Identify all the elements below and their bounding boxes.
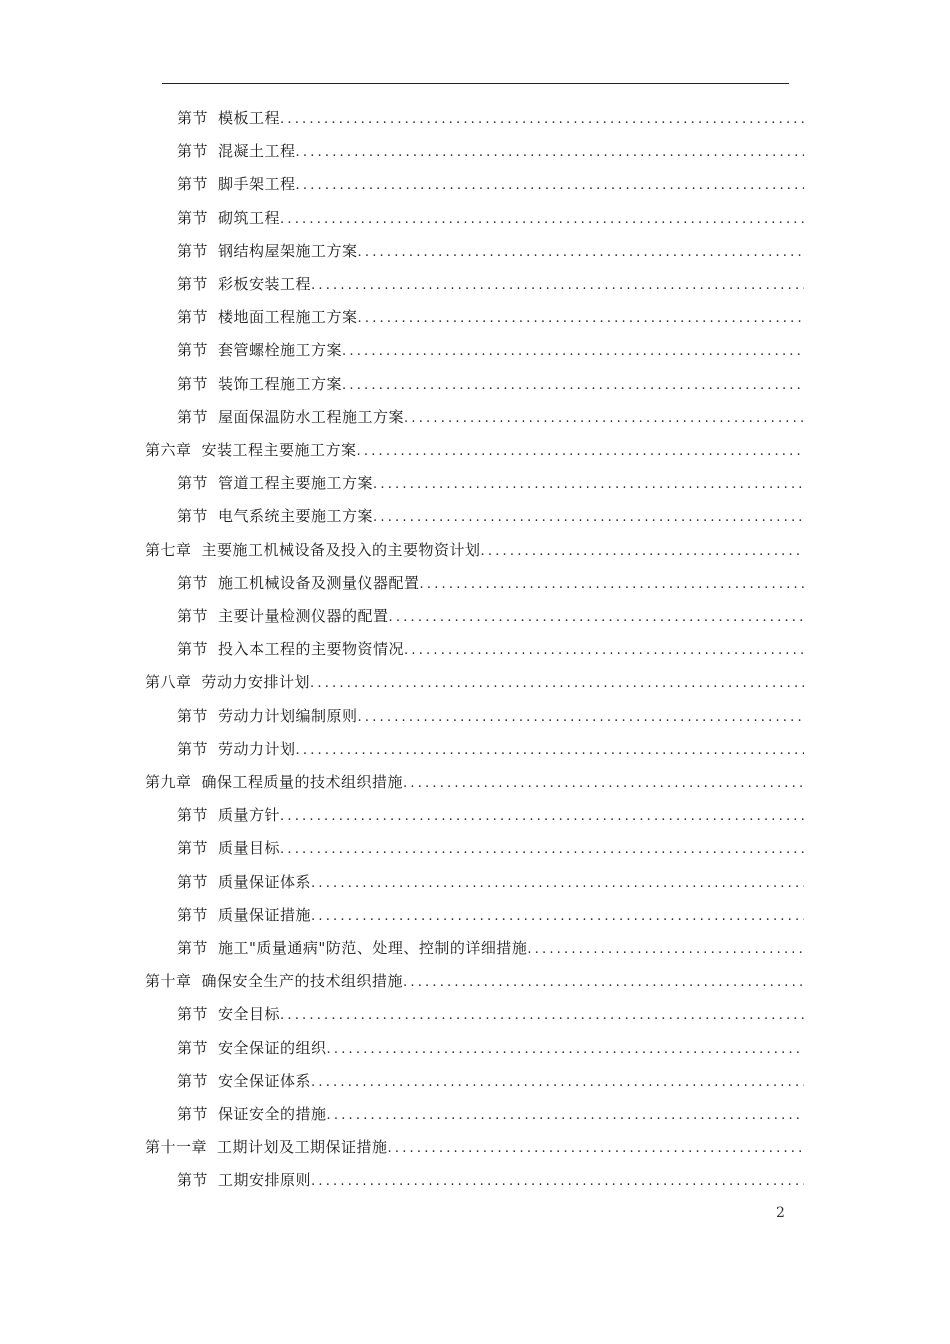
toc-entry-prefix: 第节 bbox=[177, 1171, 209, 1190]
toc-dot-leader bbox=[327, 1103, 804, 1127]
toc-dot-leader bbox=[481, 539, 804, 563]
toc-entry-text: 脚手架工程 bbox=[218, 175, 296, 194]
toc-entry-prefix: 第九章 bbox=[145, 773, 192, 791]
toc-entry-prefix: 第节 bbox=[177, 607, 209, 625]
toc-section-entry[interactable] bbox=[177, 371, 804, 397]
page-number: 2 bbox=[776, 1205, 785, 1221]
toc-dot-leader bbox=[327, 1037, 804, 1061]
toc-entry-prefix: 第节 bbox=[177, 341, 209, 360]
toc-dot-leader bbox=[358, 240, 804, 264]
toc-entry-prefix: 第十一章 bbox=[145, 1138, 208, 1157]
toc-dot-leader bbox=[373, 505, 804, 529]
toc-entry-text: 主要计量检测仪器的配置 bbox=[218, 607, 389, 625]
toc-entry-prefix: 第节 bbox=[177, 374, 209, 393]
toc-entry-text: 确保工程质量的技术组织措施 bbox=[201, 773, 404, 791]
toc-section-entry[interactable] bbox=[177, 1035, 804, 1061]
toc-entry-text: 主要施工机械设备及投入的主要物资计划 bbox=[201, 540, 481, 559]
toc-entry-text: 工期计划及工期保证措施 bbox=[217, 1138, 388, 1157]
toc-chapter-entry[interactable] bbox=[145, 968, 804, 994]
toc-dot-leader bbox=[404, 638, 804, 662]
toc-dot-leader bbox=[342, 373, 804, 397]
toc-dot-leader bbox=[280, 207, 804, 231]
toc-entry-text: 混凝土工程 bbox=[218, 142, 296, 161]
toc-entry-title bbox=[177, 470, 373, 496]
toc-entry-text: 管道工程主要施工方案 bbox=[218, 474, 374, 493]
toc-dot-leader bbox=[403, 970, 804, 994]
toc-entry-prefix: 第节 bbox=[177, 1105, 209, 1123]
toc-section-entry[interactable] bbox=[177, 171, 804, 197]
toc-entry-prefix: 第八章 bbox=[145, 673, 192, 692]
toc-entry-prefix: 第节 bbox=[177, 839, 209, 858]
toc-section-entry[interactable] bbox=[177, 935, 804, 961]
toc-dot-leader bbox=[311, 1070, 804, 1094]
toc-section-entry[interactable] bbox=[177, 404, 804, 430]
toc-section-entry[interactable] bbox=[177, 1001, 804, 1027]
toc-entry-title bbox=[177, 935, 527, 961]
toc-dot-leader bbox=[296, 140, 804, 164]
toc-entry-prefix: 第节 bbox=[177, 939, 209, 957]
toc-section-entry[interactable] bbox=[177, 736, 804, 762]
toc-dot-leader bbox=[403, 771, 804, 795]
toc-chapter-entry[interactable] bbox=[145, 669, 804, 695]
toc-entry-text: 劳动力安排计划 bbox=[201, 673, 311, 692]
toc-entry-prefix: 第节 bbox=[177, 573, 209, 592]
toc-dot-leader bbox=[420, 572, 804, 596]
toc-entry-text: 质量方针 bbox=[218, 806, 281, 825]
toc-entry-prefix: 第节 bbox=[177, 872, 209, 891]
toc-dot-leader bbox=[388, 1136, 804, 1160]
toc-entry-prefix: 第节 bbox=[177, 109, 209, 127]
toc-dot-leader bbox=[311, 871, 804, 895]
toc-entry-title bbox=[177, 503, 373, 529]
toc-entry-text: 电气系统主要施工方案 bbox=[218, 507, 374, 526]
toc-entry-title bbox=[177, 238, 358, 264]
toc-section-entry[interactable] bbox=[177, 304, 804, 330]
toc-entry-prefix: 第节 bbox=[177, 905, 209, 924]
toc-entry-title bbox=[177, 636, 404, 662]
toc-section-entry[interactable] bbox=[177, 205, 804, 231]
toc-entry-text: 套管螺栓施工方案 bbox=[218, 341, 343, 360]
toc-section-entry[interactable] bbox=[177, 603, 804, 629]
toc-entry-prefix: 第六章 bbox=[145, 441, 192, 459]
toc-chapter-entry[interactable] bbox=[145, 769, 804, 795]
toc-entry-text: 安全目标 bbox=[218, 1005, 281, 1024]
toc-entry-prefix: 第节 bbox=[177, 175, 209, 194]
toc-dot-leader bbox=[357, 439, 804, 463]
toc-entry-title bbox=[177, 1035, 327, 1061]
toc-section-entry[interactable] bbox=[177, 238, 804, 264]
toc-entry-title bbox=[177, 171, 296, 197]
toc-entry-prefix: 第节 bbox=[177, 474, 209, 493]
toc-dot-leader bbox=[358, 705, 804, 729]
toc-entry-title bbox=[177, 337, 342, 363]
toc-chapter-entry[interactable] bbox=[145, 437, 804, 463]
toc-dot-leader bbox=[358, 306, 804, 330]
toc-entry-title bbox=[145, 437, 357, 463]
toc-entry-text: 屋面保温防水工程施工方案 bbox=[218, 407, 405, 426]
toc-section-entry[interactable] bbox=[177, 470, 804, 496]
toc-section-entry[interactable] bbox=[177, 503, 804, 529]
toc-entry-prefix: 第节 bbox=[177, 1038, 209, 1057]
toc-entry-title bbox=[145, 669, 310, 695]
toc-entry-prefix: 第七章 bbox=[145, 540, 192, 559]
toc-entry-text: 质量保证体系 bbox=[218, 872, 312, 891]
toc-entry-prefix: 第节 bbox=[177, 308, 209, 327]
toc-dot-leader bbox=[311, 273, 804, 297]
toc-entry-title bbox=[177, 1068, 311, 1094]
toc-entry-title bbox=[177, 304, 358, 330]
toc-section-entry[interactable] bbox=[177, 703, 804, 729]
toc-entry-text: 彩板安装工程 bbox=[218, 275, 312, 293]
toc-entry-title bbox=[177, 1101, 327, 1127]
toc-entry-title bbox=[177, 835, 280, 861]
toc-entry-text: 质量保证措施 bbox=[218, 905, 312, 924]
toc-entry-title bbox=[177, 271, 311, 297]
toc-section-entry[interactable] bbox=[177, 271, 804, 297]
toc-dot-leader bbox=[389, 605, 804, 629]
toc-chapter-entry[interactable] bbox=[145, 537, 804, 563]
toc-dot-leader bbox=[311, 1169, 804, 1193]
toc-entry-title bbox=[145, 769, 403, 795]
toc-section-entry[interactable] bbox=[177, 1101, 804, 1127]
toc-entry-title bbox=[177, 703, 358, 729]
toc-entry-text: 劳动力计划编制原则 bbox=[218, 706, 358, 725]
toc-dot-leader bbox=[280, 107, 804, 131]
toc-dot-leader bbox=[296, 738, 804, 762]
toc-entry-prefix: 第节 bbox=[177, 208, 209, 227]
toc-entry-text: 安装工程主要施工方案 bbox=[201, 441, 357, 459]
toc-entry-title bbox=[177, 802, 280, 828]
toc-entry-prefix: 第十章 bbox=[145, 972, 192, 991]
toc-entry-title bbox=[177, 205, 280, 231]
toc-section-entry[interactable] bbox=[177, 869, 804, 895]
toc-entry-prefix: 第节 bbox=[177, 142, 209, 161]
toc-entry-prefix: 第节 bbox=[177, 241, 209, 260]
toc-entry-title bbox=[177, 603, 389, 629]
toc-section-entry[interactable] bbox=[177, 636, 804, 662]
toc-entry-text: 施工机械设备及测量仪器配置 bbox=[218, 573, 420, 592]
toc-entry-prefix: 第节 bbox=[177, 706, 209, 725]
toc-section-entry[interactable] bbox=[177, 902, 804, 928]
toc-section-entry[interactable] bbox=[177, 802, 804, 828]
toc-dot-leader bbox=[280, 1003, 804, 1027]
toc-dot-leader bbox=[527, 937, 804, 961]
toc-entry-title bbox=[177, 570, 420, 596]
toc-section-entry[interactable] bbox=[177, 1167, 804, 1193]
toc-entry-text: 确保安全生产的技术组织措施 bbox=[201, 972, 404, 991]
toc-entry-title bbox=[177, 902, 311, 928]
toc-dot-leader bbox=[296, 173, 804, 197]
toc-entry-prefix: 第节 bbox=[177, 739, 209, 758]
toc-entry-prefix: 第节 bbox=[177, 806, 209, 825]
toc-entry-text: 安全保证体系 bbox=[218, 1071, 312, 1090]
toc-entry-prefix: 第节 bbox=[177, 1005, 209, 1024]
toc-entry-text: 楼地面工程施工方案 bbox=[218, 308, 358, 327]
toc-section-entry[interactable] bbox=[177, 835, 804, 861]
toc-entry-title bbox=[145, 968, 403, 994]
toc-section-entry[interactable] bbox=[177, 1068, 804, 1094]
toc-dot-leader bbox=[311, 904, 804, 928]
toc-section-entry[interactable] bbox=[177, 337, 804, 363]
toc-dot-leader bbox=[280, 837, 804, 861]
toc-entry-prefix: 第节 bbox=[177, 1071, 209, 1090]
toc-entry-text: 工期安排原则 bbox=[218, 1171, 312, 1190]
toc-entry-title bbox=[177, 404, 404, 430]
toc-entry-title bbox=[177, 1001, 280, 1027]
toc-entry-text: 砌筑工程 bbox=[218, 208, 281, 227]
toc-entry-text: 钢结构屋架施工方案 bbox=[218, 241, 358, 260]
toc-entry-prefix: 第节 bbox=[177, 407, 209, 426]
toc-entry-text: 模板工程 bbox=[218, 109, 281, 127]
toc-entry-prefix: 第节 bbox=[177, 507, 209, 526]
toc-section-entry[interactable] bbox=[177, 138, 804, 164]
toc-entry-text: 劳动力计划 bbox=[218, 739, 296, 758]
toc-entry-prefix: 第节 bbox=[177, 640, 209, 659]
toc-entry-text: 施工"质量通病"防范、处理、控制的详细措施 bbox=[218, 939, 528, 957]
toc-entry-text: 安全保证的组织 bbox=[218, 1038, 327, 1057]
toc-entry-prefix: 第节 bbox=[177, 275, 209, 293]
toc-dot-leader bbox=[373, 472, 804, 496]
toc-entry-text: 装饰工程施工方案 bbox=[218, 374, 343, 393]
toc-entry-title bbox=[177, 371, 342, 397]
toc-entry-text: 保证安全的措施 bbox=[218, 1105, 327, 1123]
toc-entry-title bbox=[177, 105, 280, 131]
toc-entry-title bbox=[145, 1134, 388, 1160]
toc-entry-text: 投入本工程的主要物资情况 bbox=[218, 640, 405, 659]
toc-dot-leader bbox=[310, 671, 804, 695]
toc-section-entry[interactable] bbox=[177, 570, 804, 596]
toc-entry-title bbox=[177, 736, 296, 762]
toc-entry-title bbox=[177, 138, 296, 164]
toc-section-entry[interactable] bbox=[177, 105, 804, 131]
toc-chapter-entry[interactable] bbox=[145, 1134, 804, 1160]
toc-dot-leader bbox=[404, 406, 804, 430]
toc-entry-title bbox=[145, 537, 481, 563]
toc-dot-leader bbox=[280, 804, 804, 828]
header-rule bbox=[162, 83, 789, 84]
toc-dot-leader bbox=[342, 339, 804, 363]
toc-entry-title bbox=[177, 869, 311, 895]
toc-entry-text: 质量目标 bbox=[218, 839, 281, 858]
toc-entry-title bbox=[177, 1167, 311, 1193]
